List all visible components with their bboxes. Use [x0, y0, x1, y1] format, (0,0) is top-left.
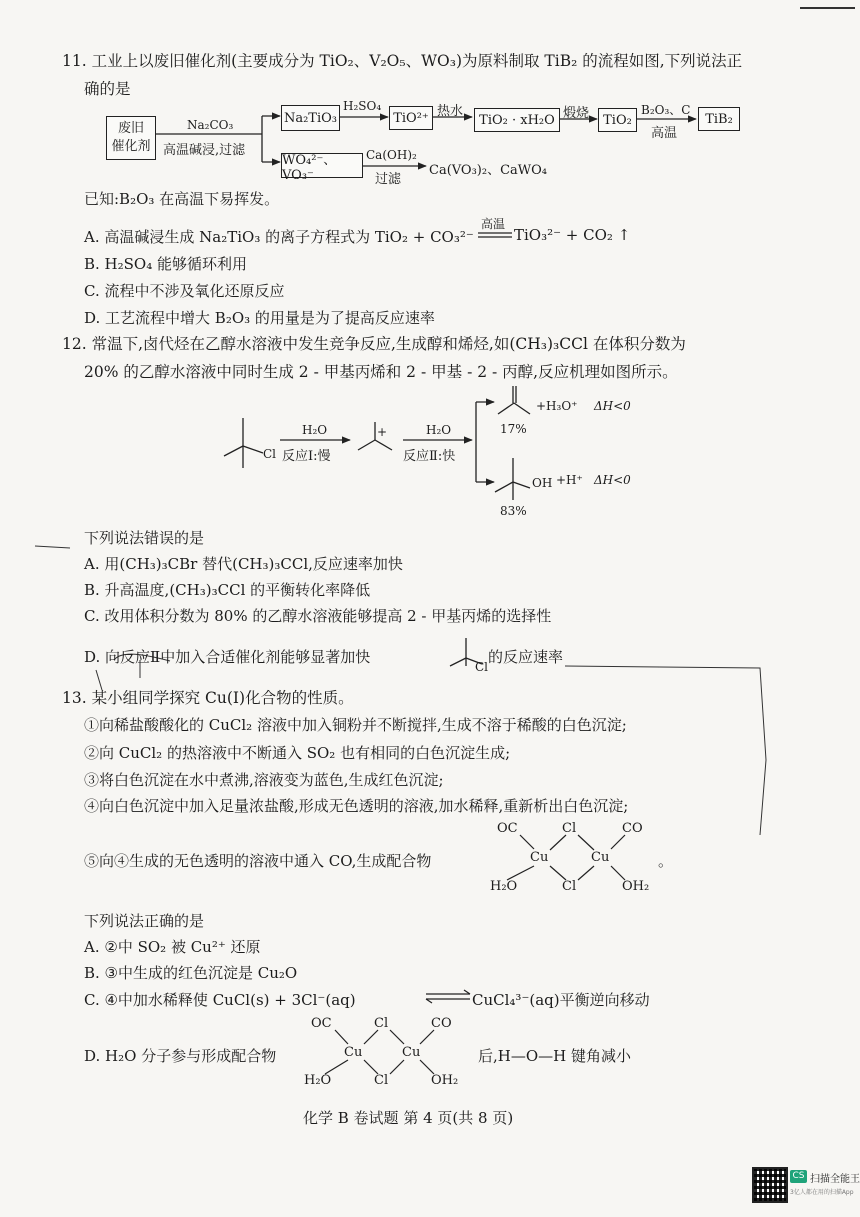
q11-note: 已知:B₂O₃ 在高温下易挥发。 [84, 190, 280, 208]
q13-equilibrium-arrow [426, 990, 470, 1003]
q11-option-d: D. 工艺流程中增大 B₂O₃ 的用量是为了提高反应速率 [84, 309, 435, 327]
complex1-cu-right: Cu [591, 850, 610, 865]
complex2-cl-bottom: Cl [374, 1073, 389, 1088]
q13-option-b: B. ③中生成的红色沉淀是 Cu₂O [84, 964, 298, 982]
flow-arrow-h2so4: H₂SO₄ [343, 99, 382, 113]
scanner-badge: CS [790, 1170, 807, 1183]
q13-statement-4: ④向白色沉淀中加入足量浓盐酸,形成无色透明的溶液,加水稀释,重新析出白色沉淀; [84, 797, 629, 815]
flow-box-tio2-hydrate: TiO₂ · xH₂O [474, 108, 560, 132]
complex2-h2o: H₂O [304, 1073, 332, 1088]
flow-arrow5-reagent: B₂O₃、C [641, 103, 691, 117]
mech-oh: OH [532, 476, 553, 490]
flow-arrow5-condition: 高温 [651, 126, 678, 141]
scanner-name: 扫描全能王 [810, 1174, 860, 1185]
complex1-co: CO [622, 821, 643, 836]
mech-percent-alkene: 17% [500, 422, 527, 436]
mech-water-1: H₂O [302, 423, 328, 437]
q11-stem-line2: 确的是 [84, 80, 131, 98]
q11-stem-line1: 11. 工业上以废旧催化剂(主要成分为 TiO₂、V₂O₅、WO₃)为原料制取 TiB₂ 的流程如图,下列说法正 [62, 52, 743, 70]
q13-statement-1: ①向稀盐酸酸化的 CuCl₂ 溶液中加入铜粉并不断搅拌,生成不溶于稀酸的白色沉淀; [84, 716, 627, 734]
flow-box-na2tio3: Na₂TiO₃ [281, 105, 340, 131]
q12-option-d-post: 的反应速率 [488, 648, 564, 666]
q12-option-d-cl: Cl [475, 660, 489, 674]
q13-option-a: A. ②中 SO₂ 被 Cu²⁺ 还原 [84, 938, 261, 956]
complex1-h2o: H₂O [490, 879, 518, 894]
flow-box-tungstate-vanadate: WO₄²⁻、VO₃⁻ [281, 153, 363, 178]
complex1-cu-left: Cu [530, 850, 549, 865]
complex1-cl-top: Cl [562, 821, 577, 836]
mech-carbocation-charge: + [377, 425, 388, 439]
q13-statement-5: ⑤向④生成的无色透明的溶液中通入 CO,生成配合物 [84, 852, 432, 870]
flow-box-tio2: TiO₂ [598, 108, 637, 132]
flow-arrow-hot-water: 热水 [437, 104, 464, 119]
flow-step1-condition: 高温碱浸,过滤 [163, 143, 246, 158]
flow-box-tib2: TiB₂ [698, 107, 740, 131]
flow-start-line1: 废旧 [117, 121, 144, 136]
mech-dh-1: ΔH<0 [594, 399, 631, 413]
q12-option-b: B. 升高温度,(CH₃)₃CCl 的平衡转化率降低 [84, 581, 371, 599]
complex2-oh2: OH₂ [431, 1073, 459, 1088]
flow-start-box [106, 116, 156, 160]
q11-condition-equals [478, 233, 512, 237]
complex2-oc: OC [311, 1016, 332, 1031]
q13-stem: 13. 某小组同学探究 Cu(Ⅰ)化合物的性质。 [62, 689, 354, 707]
flow-box-tio2plus: TiO²⁺ [389, 106, 433, 130]
mech-water-2: H₂O [426, 423, 452, 437]
q12-option-a: A. 用(CH₃)₃CBr 替代(CH₃)₃CCl,反应速率加快 [84, 555, 403, 573]
q13-statement-2: ②向 CuCl₂ 的热溶液中不断通入 SO₂ 也有相同的白色沉淀生成; [84, 744, 511, 762]
q12-stem-line1: 12. 常温下,卤代烃在乙醇水溶液中发生竞争反应,生成醇和烯烃,如(CH₃)₃CCl 在体积分数为 [62, 335, 686, 353]
mech-dh-2: ΔH<0 [594, 473, 631, 487]
mech-product2-extra: +H⁺ [556, 473, 583, 487]
complex1-oh2: OH₂ [622, 879, 650, 894]
qr-code-icon [752, 1167, 788, 1203]
mech-product1-extra: +H₃O⁺ [536, 399, 578, 413]
q13-statement-3: ③将白色沉淀在水中煮沸,溶液变为蓝色,生成红色沉淀; [84, 771, 444, 789]
q13-option-c-pre: C. ④中加水稀释使 CuCl(s) + 3Cl⁻(aq) [84, 991, 356, 1009]
flow-start-line2: 催化剂 [111, 139, 151, 154]
complex1-oc: OC [497, 821, 518, 836]
mech-cl: Cl [263, 447, 277, 461]
q11-option-b: B. H₂SO₄ 能够循环利用 [84, 255, 248, 273]
scanner-tagline: 3亿人都在用的扫描App [790, 1189, 854, 1196]
q12-option-c: C. 改用体积分数为 80% 的乙醇水溶液能够提高 2 - 甲基丙烯的选择性 [84, 607, 552, 625]
complex1-cl-bottom: Cl [562, 879, 577, 894]
q12-option-d-pre: D. 向反应Ⅱ中加入合适催化剂能够显著加快 [84, 648, 371, 666]
q13-ask: 下列说法正确的是 [84, 912, 205, 930]
q11-option-a [84, 226, 474, 247]
complex2-cu-left: Cu [344, 1045, 363, 1060]
q13-statement-5-end: 。 [658, 852, 674, 870]
q11-option-a-condition: 高温 [481, 217, 506, 231]
q12-stem-line2: 20% 的乙醇水溶液中同时生成 2 - 甲基丙烯和 2 - 甲基 - 2 - 丙醇,反应机理如图所示。 [84, 363, 678, 381]
flow-arrow6-reagent: Ca(OH)₂ [366, 148, 417, 162]
q13-option-d-post: 后,H—O—H 键角减小 [478, 1047, 631, 1065]
q11-option-c: C. 流程中不涉及氧化还原反应 [84, 282, 285, 300]
flow-step1-reagent: Na₂CO₃ [187, 118, 234, 132]
complex2-cl-top: Cl [374, 1016, 389, 1031]
complex2-co: CO [431, 1016, 452, 1031]
q11-option-a-post: TiO₃²⁻ + CO₂ ↑ [514, 226, 631, 244]
mech-percent-alcohol: 83% [500, 504, 527, 518]
q13-option-d-pre: D. H₂O 分子参与形成配合物 [84, 1047, 277, 1065]
flow-arrow-calcine: 煅烧 [563, 106, 590, 121]
q13-option-c-post: CuCl₄³⁻(aq)平衡逆向移动 [472, 991, 650, 1009]
q12-ask: 下列说法错误的是 [84, 529, 205, 547]
mech-reaction-2: 反应Ⅱ:快 [403, 449, 456, 464]
q11-option-a-pre: A. 高温碱浸生成 Na₂TiO₃ 的离子方程式为 TiO₂ + CO₃²⁻ [84, 228, 474, 246]
complex2-cu-right: Cu [402, 1045, 421, 1060]
mech-reaction-1: 反应Ⅰ:慢 [282, 449, 331, 464]
flow-arrow6-condition: 过滤 [375, 172, 402, 187]
page-footer: 化学 B 卷试题 第 4 页(共 8 页) [303, 1109, 514, 1127]
flow-product-salts: Ca(VO₃)₂、CaWO₄ [429, 163, 548, 178]
handwritten-marks [35, 8, 855, 835]
